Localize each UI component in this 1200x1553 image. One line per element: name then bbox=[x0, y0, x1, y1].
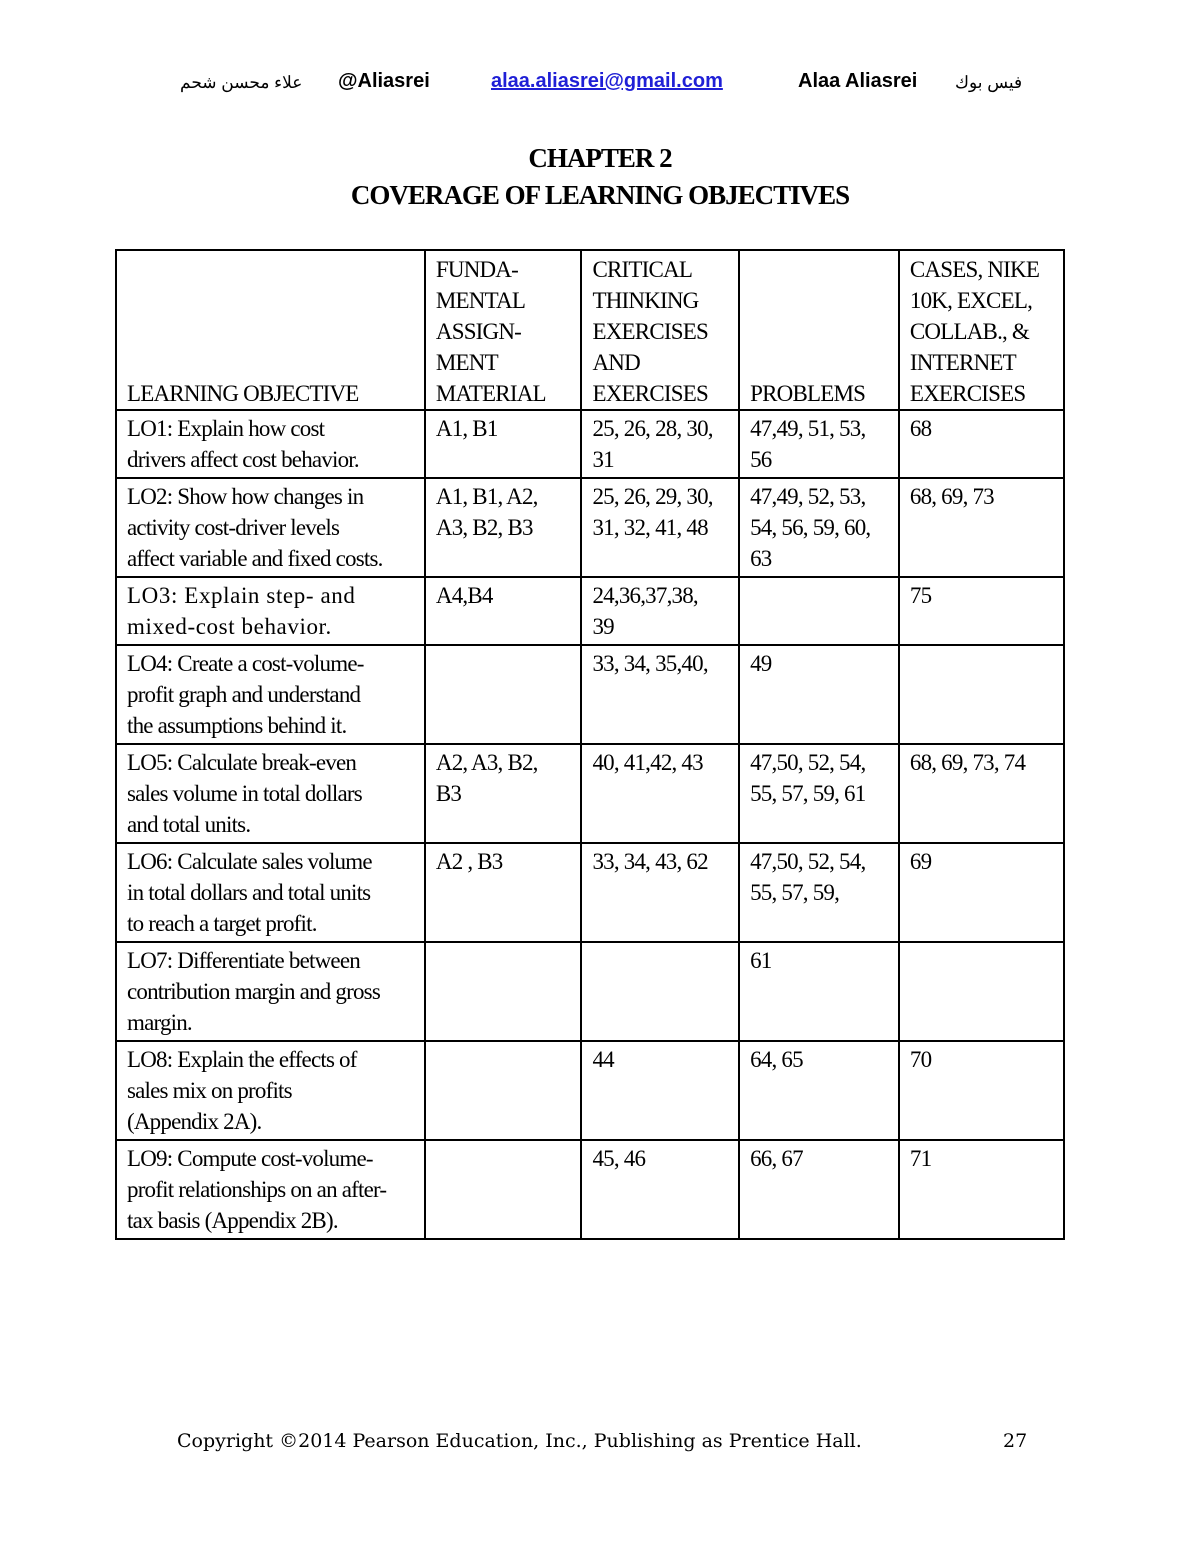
table-cell: 70 bbox=[899, 1041, 1064, 1140]
header-arabic-name: علاء محسن شحم bbox=[180, 73, 303, 92]
table-cell: 47,49, 52, 53, 54, 56, 59, 60, 63 bbox=[739, 478, 899, 577]
table-cell: 49 bbox=[739, 645, 899, 744]
table-row bbox=[116, 1041, 1064, 1140]
objective-cell: LO1: Explain how cost drivers affect cost behavior. bbox=[116, 410, 425, 478]
table-cell bbox=[425, 1041, 582, 1140]
header-email-link[interactable]: alaa.aliasrei@gmail.com bbox=[491, 70, 723, 92]
chapter-subtitle: COVERAGE OF LEARNING OBJECTIVES bbox=[350, 180, 850, 210]
header-facebook-label: فيس بوك bbox=[955, 73, 1023, 92]
table-row bbox=[116, 942, 1064, 1041]
objective-cell: LO8: Explain the effects of sales mix on profits (Appendix 2A). bbox=[116, 1041, 425, 1140]
objective-cell: LO6: Calculate sales volume in total dollars and total units to reach a target profit. bbox=[116, 843, 425, 942]
table-cell: A1, B1, A2, A3, B2, B3 bbox=[425, 478, 582, 577]
column-header: PROBLEMS bbox=[739, 250, 899, 410]
column-header: CRITICAL THINKING EXERCISES AND EXERCISES bbox=[581, 250, 739, 410]
table-cell: 69 bbox=[899, 843, 1064, 942]
table-row bbox=[116, 843, 1064, 942]
table-row bbox=[116, 410, 1064, 478]
page-header bbox=[0, 70, 1200, 104]
table-cell: 25, 26, 28, 30, 31 bbox=[581, 410, 739, 478]
footer-copyright: Copyright ©2014 Pearson Education, Inc., Publishing as Prentice Hall. bbox=[177, 1430, 862, 1452]
table-cell: 68, 69, 73, 74 bbox=[899, 744, 1064, 843]
table-cell bbox=[581, 942, 739, 1041]
table-cell: 44 bbox=[581, 1041, 739, 1140]
page-number: 27 bbox=[1003, 1430, 1028, 1452]
table-row bbox=[116, 577, 1064, 645]
table-cell: A4,B4 bbox=[425, 577, 582, 645]
table-row bbox=[116, 744, 1064, 843]
table-cell: 61 bbox=[739, 942, 899, 1041]
table-cell: 40, 41,42, 43 bbox=[581, 744, 739, 843]
table-cell: A2 , B3 bbox=[425, 843, 582, 942]
table-cell: 68 bbox=[899, 410, 1064, 478]
chapter-title: CHAPTER 2 bbox=[528, 143, 672, 173]
page-footer bbox=[177, 1430, 1037, 1452]
table-cell: 47,49, 51, 53, 56 bbox=[739, 410, 899, 478]
objective-cell: LO5: Calculate break-even sales volume in total dollars and total units. bbox=[116, 744, 425, 843]
objective-cell: LO3: Explain step- and mixed-cost behavior. bbox=[116, 577, 425, 645]
table-header-row bbox=[116, 250, 1064, 410]
table-cell: 47,50, 52, 54, 55, 57, 59, 61 bbox=[739, 744, 899, 843]
table-cell bbox=[899, 645, 1064, 744]
table-row bbox=[116, 478, 1064, 577]
table-cell: A2, A3, B2, B3 bbox=[425, 744, 582, 843]
table-cell bbox=[425, 1140, 582, 1239]
table-cell bbox=[425, 645, 582, 744]
column-header: FUNDA- MENTAL ASSIGN- MENT MATERIAL bbox=[425, 250, 582, 410]
table-cell: 47,50, 52, 54, 55, 57, 59, bbox=[739, 843, 899, 942]
table-body bbox=[116, 410, 1064, 1239]
header-author-name: Alaa Aliasrei bbox=[798, 70, 918, 92]
objective-cell: LO7: Differentiate between contribution margin and gross margin. bbox=[116, 942, 425, 1041]
objective-cell: LO4: Create a cost-volume- profit graph and understand the assumptions behind it. bbox=[116, 645, 425, 744]
table-cell: 45, 46 bbox=[581, 1140, 739, 1239]
table-cell bbox=[425, 942, 582, 1041]
table-cell: 68, 69, 73 bbox=[899, 478, 1064, 577]
table-cell: A1, B1 bbox=[425, 410, 582, 478]
table-cell: 33, 34, 43, 62 bbox=[581, 843, 739, 942]
table-row bbox=[116, 1140, 1064, 1239]
table-row bbox=[116, 645, 1064, 744]
objective-cell: LO2: Show how changes in activity cost-driver levels affect variable and fixed costs. bbox=[116, 478, 425, 577]
table-cell bbox=[899, 942, 1064, 1041]
learning-objectives-table bbox=[115, 249, 1065, 1240]
table-cell bbox=[739, 577, 899, 645]
table-cell: 25, 26, 29, 30, 31, 32, 41, 48 bbox=[581, 478, 739, 577]
table-cell: 33, 34, 35,40, bbox=[581, 645, 739, 744]
column-header: CASES, NIKE 10K, EXCEL, COLLAB., & INTERNET EXERCISES bbox=[899, 250, 1064, 410]
header-handle: @Aliasrei bbox=[338, 70, 430, 92]
objective-cell: LO9: Compute cost-volume- profit relationships on an after- tax basis (Appendix 2B). bbox=[116, 1140, 425, 1239]
table-cell: 66, 67 bbox=[739, 1140, 899, 1239]
table-cell: 64, 65 bbox=[739, 1041, 899, 1140]
table-cell: 71 bbox=[899, 1140, 1064, 1239]
table-cell: 24,36,37,38, 39 bbox=[581, 577, 739, 645]
column-header: LEARNING OBJECTIVE bbox=[116, 250, 425, 410]
table-cell: 75 bbox=[899, 577, 1064, 645]
